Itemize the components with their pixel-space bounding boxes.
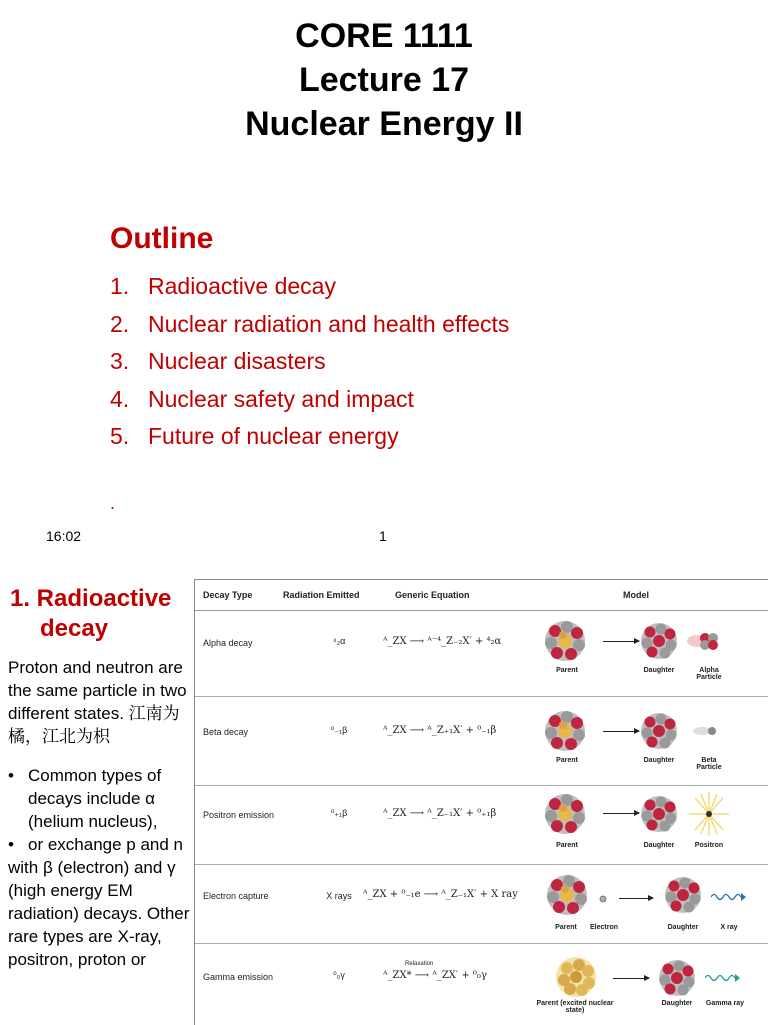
decay-type-label: Beta decay bbox=[203, 727, 249, 737]
header-model: Model bbox=[623, 590, 649, 600]
section-heading bbox=[10, 584, 171, 644]
decay-type-label: Electron capture bbox=[203, 891, 269, 901]
daughter-nucleus-icon bbox=[639, 794, 679, 834]
model-label: Parent bbox=[556, 757, 578, 764]
generic-equation: ᴬ_ZX ⟶ ᴬ_Z₋₁X′ + ⁰₊₁β bbox=[383, 808, 497, 819]
radiation-symbol: ⁰₋₁β bbox=[330, 725, 348, 735]
section-heading-line2: decay bbox=[40, 615, 109, 642]
arrow-icon bbox=[619, 898, 653, 899]
model-label: Gamma ray bbox=[705, 1000, 745, 1007]
model-label: X ray bbox=[720, 924, 738, 931]
daughter-nucleus-icon bbox=[639, 711, 679, 751]
outline-item: 5. Future of nuclear energy bbox=[110, 423, 399, 449]
table-row bbox=[195, 611, 768, 697]
radiation-symbol: ⁴₂α bbox=[332, 636, 346, 646]
model-label: Electron bbox=[589, 924, 618, 931]
xray-wave-icon bbox=[711, 891, 747, 903]
model-label: Parent bbox=[555, 924, 577, 931]
model-label: Daughter bbox=[667, 924, 699, 931]
arrow-icon bbox=[603, 641, 639, 642]
header-equation: Generic Equation bbox=[395, 590, 470, 600]
model-label: Beta Particle bbox=[696, 757, 722, 771]
table-row bbox=[195, 944, 768, 1025]
outline-item: 3. Nuclear disasters bbox=[110, 348, 326, 374]
table-header bbox=[195, 580, 768, 611]
title-line-course: CORE 1111 bbox=[295, 17, 473, 55]
table-row bbox=[195, 786, 768, 865]
intro-paragraph: Proton and neutron are the same particle in two different states. 江南为橘，江北为枳 bbox=[8, 658, 187, 746]
body-text bbox=[8, 656, 194, 971]
model-label: Daughter bbox=[643, 757, 675, 764]
parent-nucleus-icon bbox=[543, 619, 587, 663]
trailing-dot: . bbox=[110, 493, 116, 513]
daughter-nucleus-icon bbox=[639, 621, 679, 661]
model-label: Parent bbox=[556, 842, 578, 849]
table-row bbox=[195, 865, 768, 944]
model-label: Alpha Particle bbox=[696, 667, 722, 681]
arrow-icon bbox=[613, 978, 649, 979]
bullet-item: • or exchange p and n with β (electron) and γ (high energy EM radiation) decays. Other rare types are X-ray, positron, proton or bbox=[8, 833, 194, 971]
parent-nucleus-icon bbox=[543, 709, 587, 753]
bullet-list bbox=[8, 764, 194, 971]
header-radiation: Radiation Emitted bbox=[283, 590, 360, 600]
alpha-particle-icon bbox=[687, 631, 721, 651]
decay-type-label: Gamma emission bbox=[203, 972, 274, 982]
radiation-symbol: ⁰₊₁β bbox=[330, 808, 348, 818]
daughter-nucleus-icon bbox=[657, 958, 697, 998]
outline-item: 4. Nuclear safety and impact bbox=[110, 385, 414, 412]
outline-heading: Outline bbox=[110, 222, 214, 255]
model-label: Daughter bbox=[643, 667, 675, 674]
model-label: Daughter bbox=[661, 1000, 693, 1007]
parent-nucleus-icon bbox=[545, 873, 587, 915]
model-label: Daughter bbox=[643, 842, 675, 849]
generic-equation: ᴬ_ZX* ⟶ ᴬ_ZX′ + ⁰₀γ bbox=[383, 970, 487, 981]
footer-page-number: 1 bbox=[379, 528, 387, 544]
daughter-nucleus-icon bbox=[663, 875, 703, 915]
outline-item: 2. Nuclear radiation and health effects bbox=[110, 310, 510, 337]
generic-equation: ᴬ_ZX ⟶ ᴬ⁻⁴_Z₋₂X′ + ⁴₂α bbox=[383, 636, 502, 647]
electron-icon bbox=[599, 895, 607, 903]
header-decay-type: Decay Type bbox=[203, 590, 253, 600]
gamma-wave-icon bbox=[705, 972, 741, 984]
model-label: Parent (excited nuclear state) bbox=[536, 1000, 614, 1014]
excited-parent-nucleus-icon bbox=[555, 956, 597, 998]
positron-burst-icon bbox=[689, 792, 729, 836]
relaxation-label: Relaxation bbox=[405, 961, 434, 967]
section-heading-line1: 1. Radioactive bbox=[10, 585, 172, 612]
bullet-item: • Common types of decays include α (helium nucleus), bbox=[8, 764, 194, 833]
beta-particle-icon bbox=[693, 725, 719, 737]
decay-type-label: Positron emission bbox=[203, 810, 275, 820]
decay-type-label: Alpha decay bbox=[203, 638, 253, 648]
arrow-icon bbox=[603, 731, 639, 732]
outline-item: 1. Radioactive decay bbox=[110, 273, 336, 299]
model-label: Positron bbox=[694, 842, 724, 849]
title-line-topic: Nuclear Energy II bbox=[245, 105, 523, 143]
generic-equation: ᴬ_ZX ⟶ ᴬ_Z₊₁X′ + ⁰₋₁β bbox=[383, 725, 497, 736]
radiation-symbol: X rays bbox=[326, 891, 352, 901]
outline-list bbox=[110, 270, 509, 458]
model-label: Parent bbox=[556, 667, 578, 674]
radiation-symbol: ⁰₀γ bbox=[333, 970, 345, 980]
generic-equation: ᴬ_ZX + ⁰₋₁e ⟶ ᴬ_Z₋₁X′ + X ray bbox=[363, 889, 518, 900]
decay-types-table bbox=[194, 579, 768, 1025]
title-line-lecture: Lecture 17 bbox=[298, 61, 470, 99]
parent-nucleus-icon bbox=[543, 792, 587, 836]
footer-time: 16:02 bbox=[46, 528, 82, 544]
arrow-icon bbox=[603, 813, 639, 814]
slide-title bbox=[0, 14, 768, 146]
table-row bbox=[195, 697, 768, 786]
